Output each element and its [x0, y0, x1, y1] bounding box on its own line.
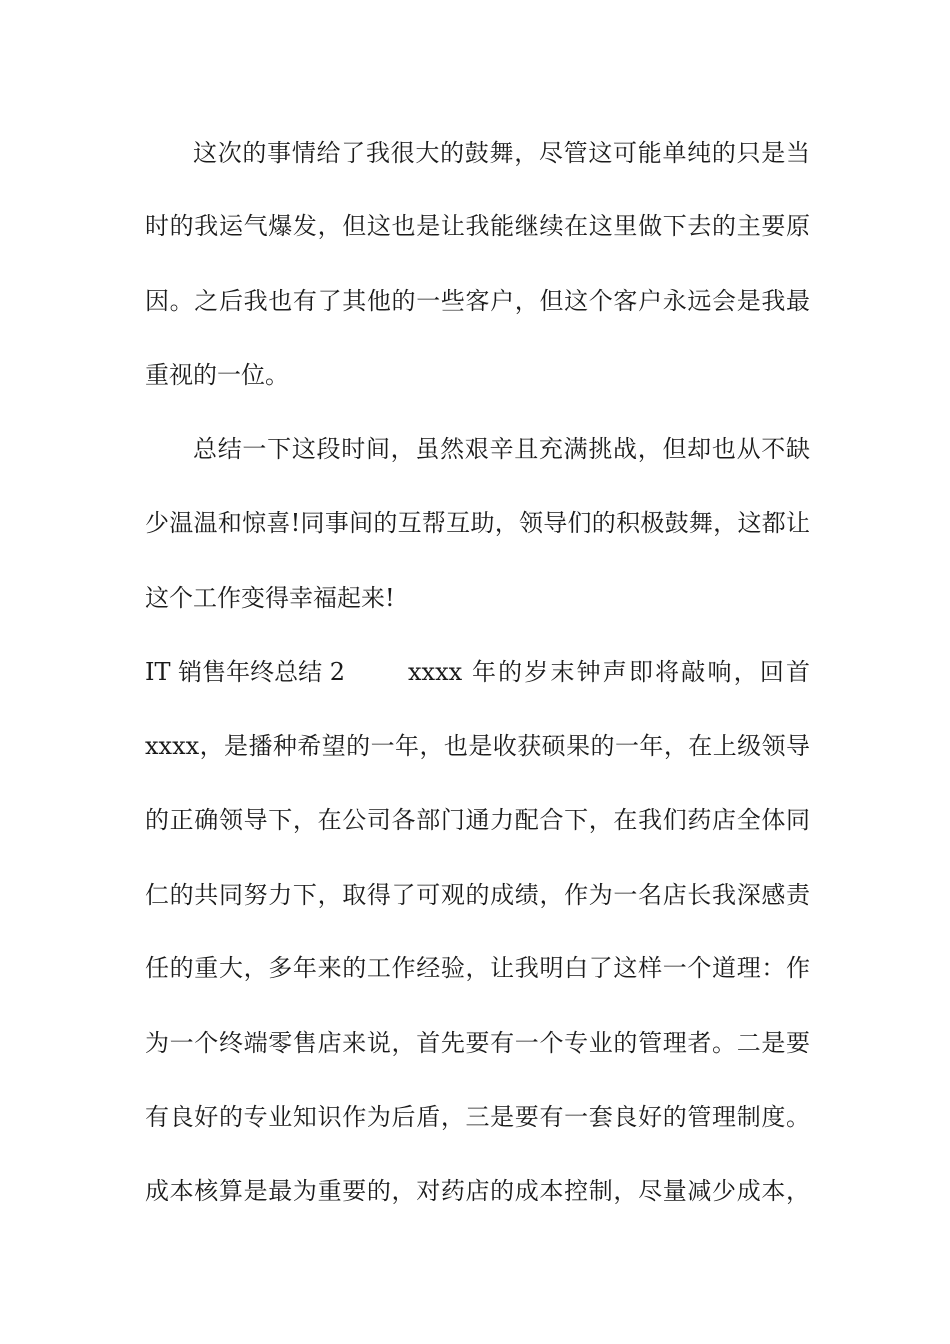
- paragraph-line: 为一个终端零售店来说，首先要有一个专业的管理者。二是要: [145, 1029, 810, 1057]
- paragraph-line: 重视的一位。: [145, 361, 289, 389]
- paragraph-line: 这个工作变得幸福起来!: [145, 584, 395, 612]
- section-heading-line: [145, 652, 810, 692]
- paragraph-line: 时的我运气爆发，但这也是让我能继续在这里做下去的主要原: [145, 212, 810, 240]
- paragraph-line: 总结一下这段时间，虽然艰辛且充满挑战，但却也从不缺: [193, 435, 810, 463]
- paragraph-line: 仁的共同努力下，取得了可观的成绩，作为一名店长我深感责: [145, 881, 810, 909]
- paragraph-line: 这次的事情给了我很大的鼓舞，尽管这可能单纯的只是当: [193, 139, 810, 167]
- paragraph-line: 成本核算是最为重要的，对药店的成本控制，尽量减少成本，: [145, 1177, 810, 1205]
- paragraph-line: 少温温和惊喜!同事间的互帮互助，领导们的积极鼓舞，这都让: [145, 509, 810, 537]
- section-title: IT 销售年终总结 2: [145, 658, 346, 686]
- paragraph-line: 的正确领导下，在公司各部门通力配合下，在我们药店全体同: [145, 806, 810, 834]
- paragraph-line: xxxx，是播种希望的一年，也是收获硕果的一年，在上级领导: [145, 732, 810, 760]
- paragraph-line: 有良好的专业知识作为后盾，三是要有一套良好的管理制度。: [145, 1103, 810, 1131]
- paragraph-line: 任的重大，多年来的工作经验，让我明白了这样一个道理：作: [145, 954, 810, 982]
- paragraph-line: 因。之后我也有了其他的一些客户，但这个客户永远会是我最: [145, 287, 810, 315]
- paragraph-line: xxxx 年的岁末钟声即将敲响，回首: [408, 658, 810, 686]
